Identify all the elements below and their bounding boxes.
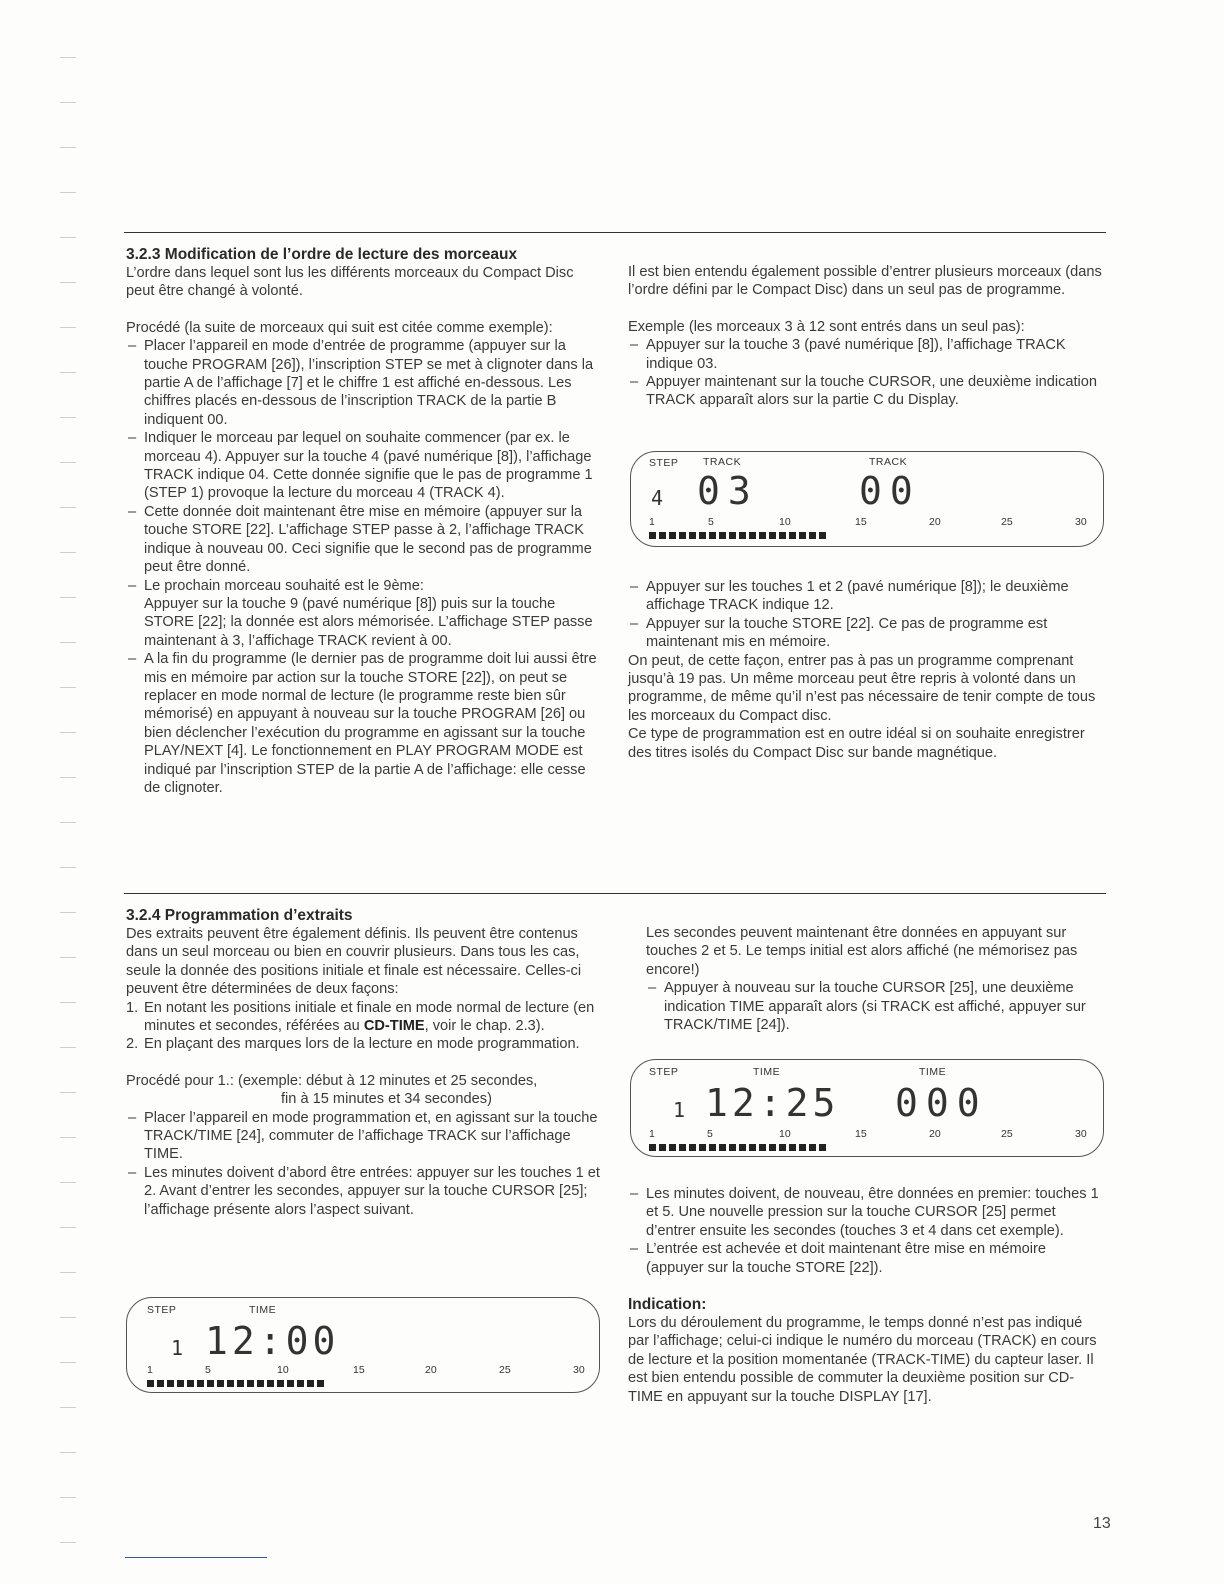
- paragraph: L’ordre dans lequel sont lus les différents morceaux du Compact Disc peut être changé à volonté.: [126, 265, 574, 300]
- list-item: – L’entrée est achevée et doit maintenant être mise en mémoire (appuyer sur la touche STORE [22]).: [628, 1240, 1106, 1277]
- indication-heading: Indication:: [628, 1296, 707, 1314]
- section-323-right: [628, 263, 1106, 410]
- section-323-right-continued: [628, 578, 1106, 762]
- section-rule-top: [124, 232, 1106, 233]
- time-label: TIME: [753, 1066, 781, 1078]
- paragraph: Procédé (la suite de morceaux qui suit est citée comme exemple):: [126, 319, 553, 336]
- time2-label: TIME: [919, 1066, 947, 1078]
- scale-25: 25: [1001, 516, 1013, 528]
- scale-1: 1: [147, 1364, 153, 1376]
- scale-25: 25: [1001, 1128, 1013, 1140]
- list-item: – Les minutes doivent d’abord être entrées: appuyer sur les touches 1 et 2. Avant d’entrer les secondes, appuyer sur la touche CURSOR [25]; l’affichage présente alors l’aspect suivant.: [126, 1164, 602, 1219]
- paragraph: Il est bien entendu également possible d’entrer plusieurs morceaux (dans l’ordre défini par le Compact Disc) dans un seul pas de programme.: [628, 264, 1102, 299]
- footer-line: [125, 1557, 267, 1558]
- paragraph: fin à 15 minutes et 34 secondes): [281, 1091, 492, 1108]
- paragraph: Lors du déroulement du programme, le temps donné n’est pas indiqué par l’affichage; celui-ci indique le numéro du morceau (TRACK) en cours de lecture et la position momentanée (TRACK-TIME) du capteur laser. Il est bien entendu possible de commuter la deuxième position sur CD-TIME en appuyant sur la touche DISPLAY [17].: [628, 1315, 1097, 1405]
- section-324-left: [126, 906, 602, 1219]
- track-label: TRACK: [703, 456, 742, 468]
- paragraph: Des extraits peuvent être également définis. Ils peuvent être contenus dans un seul morceau ou bien en couvrir plusieurs. Dans tous les cas, seule la donnée des positions initiale et finale est nécessaire. Celles-ci peuvent être déterminées de deux façons:: [126, 926, 582, 998]
- scale-1: 1: [649, 1128, 655, 1140]
- section-324-right: [646, 924, 1106, 1034]
- lcd-display-time-left: [126, 1297, 600, 1393]
- scale-30: 30: [1075, 516, 1087, 528]
- track-value: 03: [697, 469, 759, 513]
- list-item: – Les minutes doivent, de nouveau, être données en premier: touches 1 et 5. Une nouvelle pression sur la touche CURSOR [25] permet d’entrer ensuite les secondes (touches 3 et 4 dans cet exemple).: [628, 1185, 1106, 1240]
- paragraph: Ce type de programmation est en outre idéal si on souhaite enregistrer des titres isolés du Compact Disc sur bande magnétique.: [628, 726, 1085, 761]
- time2-value: 000: [895, 1081, 988, 1125]
- step-bar-indicator: [649, 532, 826, 539]
- scale-5: 5: [205, 1364, 211, 1376]
- lcd-display-time-right: [630, 1059, 1104, 1157]
- step-bar-indicator: [649, 1144, 826, 1151]
- lcd-display-track: [630, 451, 1104, 547]
- track2-value: 00: [859, 469, 921, 513]
- step-label: STEP: [649, 457, 679, 469]
- paragraph: Les secondes peuvent maintenant être données en appuyant sur touches 2 et 5. Le temps initial est alors affiché (ne mémorisez pas encore!): [646, 925, 1078, 978]
- list-item: – Indiquer le morceau par lequel on souhaite commencer (par ex. le morceau 4). Appuyer sur la touche 4 (pavé numérique [8]), l’affichage TRACK indique 04. Cette donnée signifie que le pas de programme 1 (STEP 1) provoque la lecture du morceau 4 (TRACK 4).: [126, 429, 602, 503]
- list-item: – Placer l’appareil en mode programmation et, en agissant sur la touche TRACK/TIME [24], commuter de l’affichage TRACK sur l’affichage TIME.: [126, 1109, 602, 1164]
- scale-5: 5: [707, 1128, 713, 1140]
- numbered-item: 1. En notant les positions initiale et finale en mode normal de lecture (en minutes et secondes, référées au CD-TIME, voir le chap. 2.3).: [126, 999, 595, 1035]
- list-item: – Appuyer sur la touche 3 (pavé numérique [8]), l’affichage TRACK indique 03.: [628, 336, 1106, 373]
- section-heading: 3.2.4 Programmation d’extraits: [126, 907, 353, 924]
- section-heading: 3.2.3 Modification de l’ordre de lecture des morceaux: [126, 246, 518, 263]
- scale-20: 20: [929, 516, 941, 528]
- scale-15: 15: [353, 1364, 365, 1376]
- step-label: STEP: [649, 1066, 679, 1078]
- scale-30: 30: [573, 1364, 585, 1376]
- list-item: – Appuyer maintenant sur la touche CURSOR, une deuxième indication TRACK apparaît alors sur la partie C du Display.: [628, 373, 1106, 410]
- paragraph: On peut, de cette façon, entrer pas à pas un programme comprenant jusqu’à 19 pas. Un même morceau peut être repris à volonté dans un programme, de même qu’il n’est pas nécessaire de tenir compte de tous les morceaux du Compact disc.: [628, 652, 1096, 724]
- track2-label: TRACK: [869, 456, 908, 468]
- scale-10: 10: [277, 1364, 289, 1376]
- scale-30: 30: [1075, 1128, 1087, 1140]
- section-323-left: [126, 245, 602, 797]
- scale-15: 15: [855, 516, 867, 528]
- list-item-detail: Appuyer sur la touche 9 (pavé numérique [8]) puis sur la touche STORE [22]; la donnée est alors mémorisée. L’affichage STEP passe maintenant à 3, l’affichage TRACK revient à 00.: [144, 595, 593, 649]
- page-number: 13: [1093, 1515, 1111, 1532]
- scale-20: 20: [929, 1128, 941, 1140]
- step-value: 4: [651, 486, 664, 510]
- scale-5: 5: [708, 516, 714, 528]
- list-item: – Appuyer sur la touche STORE [22]. Ce pas de programme est maintenant mis en mémoire.: [628, 615, 1106, 652]
- time-label: TIME: [249, 1304, 277, 1316]
- list-item: – Appuyer à nouveau sur la touche CURSOR [25], une deuxième indication TIME apparaît alors (si TRACK est affiché, appuyer sur TRACK/TIME [24]).: [646, 979, 1106, 1034]
- step-label: STEP: [147, 1304, 177, 1316]
- list-item: – Cette donnée doit maintenant être mise en mémoire (appuyer sur la touche STORE [22]. L’affichage STEP passe à 2, l’affichage TRACK indique à nouveau 00. Ceci signifie que le second pas de programme peut être donné.: [126, 503, 602, 577]
- scale-10: 10: [779, 516, 791, 528]
- list-item: – Placer l’appareil en mode d’entrée de programme (appuyer sur la touche PROGRAM [26]), l’inscription STEP se met à clignoter dans la partie A de l’affichage [7] et le chiffre 1 est affiché en-dessous. Les chiffres placés en-dessous de l’inscription TRACK de la partie B indiquent 00.: [126, 337, 602, 429]
- list-item: – A la fin du programme (le dernier pas de programme doit lui aussi être mis en mémoire par action sur la touche STORE [22]), on peut se replacer en mode normal de lecture (le programme reste bien sûr mémorisé) en appuyant à nouveau sur la touche PROGRAM [26] ou bien déclencher l’exécution du programme en agissant sur la touche PLAY/NEXT [4]. Le fonctionnement en PLAY PROGRAM MODE est indiqué par l’inscription STEP de la partie A de l’affichage: elle cesse de clignoter.: [126, 650, 602, 797]
- step-value: 1: [171, 1336, 184, 1360]
- scale-10: 10: [779, 1128, 791, 1140]
- time-value: 12:25: [705, 1081, 840, 1125]
- scale-1: 1: [649, 516, 655, 528]
- section-324-right-continued: [628, 1185, 1106, 1406]
- step-bar-indicator: [147, 1380, 324, 1387]
- paragraph: Procédé pour 1.: (exemple: début à 12 minutes et 25 secondes,: [126, 1072, 538, 1089]
- scale-15: 15: [855, 1128, 867, 1140]
- paragraph: Exemple (les morceaux 3 à 12 sont entrés dans un seul pas):: [628, 318, 1025, 335]
- list-item: – Le prochain morceau souhaité est le 9ème:: [126, 577, 602, 595]
- step-value: 1: [673, 1098, 686, 1122]
- list-item: – Appuyer sur les touches 1 et 2 (pavé numérique [8]); le deuxième affichage TRACK indique 12.: [628, 578, 1106, 615]
- scale-25: 25: [499, 1364, 511, 1376]
- time-value: 12:00: [205, 1319, 340, 1363]
- section-rule-middle: [124, 893, 1106, 894]
- scale-20: 20: [425, 1364, 437, 1376]
- numbered-item: 2. En plaçant des marques lors de la lecture en mode programmation.: [126, 1036, 580, 1053]
